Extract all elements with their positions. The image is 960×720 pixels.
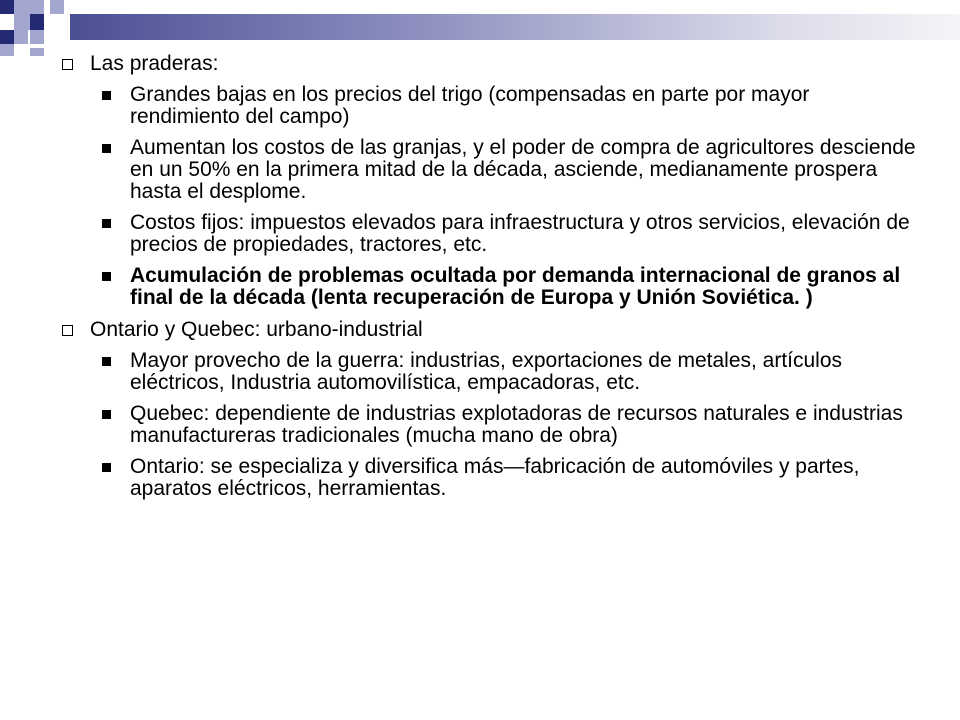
list-item-text: Costos fijos: impuestos elevados para infraestructura y otros servicios, elevación de precios de propiedades, tractores, etc. [130,211,910,256]
filled-square-bullet-icon [102,219,111,228]
list-item [102,350,922,394]
decor-square-dark [0,0,14,14]
decor-square-dark [30,14,44,30]
decor-square-light [14,30,28,44]
hollow-square-bullet-icon [62,59,73,70]
title-bar [70,14,960,40]
list-item-text: Aumentan los costos de las granjas, y el poder de compra de agricultores desciende en un 50% en la primera mitad de la década, asciende, medianamente prospera hasta el desplome. [130,136,916,203]
list-item [102,137,922,203]
heading-text: Las praderas: [90,52,219,75]
filled-square-bullet-icon [102,463,111,472]
decor-square-light [30,30,44,44]
decor-square-light [30,48,44,56]
list-item-text: Acumulación de problemas ocultada por demanda internacional de granos al final de la década (lenta recuperación de Europa y Unión Soviética. ) [130,264,901,309]
list-item [102,212,922,256]
list-item-emphasized [102,265,922,309]
filled-square-bullet-icon [102,91,111,100]
hollow-square-bullet-icon [62,325,73,336]
decor-square-light [0,44,14,56]
decor-square-dark [0,30,14,44]
filled-square-bullet-icon [102,144,111,153]
outline-heading [62,318,922,342]
list-item-text: Mayor provecho de la guerra: industrias, exportaciones de metales, artículos eléctricos, Industria automovilística, empacadoras, etc. [130,349,843,394]
outline-heading [62,52,922,76]
filled-square-bullet-icon [102,410,111,419]
list-item [102,84,922,128]
filled-square-bullet-icon [102,357,111,366]
decor-square-light [50,0,64,14]
filled-square-bullet-icon [102,272,111,281]
list-item-text: Quebec: dependiente de industrias explotadoras de recursos naturales e industrias manufactureras tradicionales (mucha mano de obra) [130,402,903,447]
slide-content [62,48,922,509]
list-item [102,403,922,447]
list-item [102,456,922,500]
list-item-text: Grandes bajas en los precios del trigo (compensadas en parte por mayor rendimiento del campo) [130,83,810,128]
list-item-text: Ontario: se especializa y diversifica más—fabricación de automóviles y partes, aparatos eléctricos, herramientas. [130,455,860,500]
heading-text: Ontario y Quebec: urbano-industrial [90,318,423,341]
